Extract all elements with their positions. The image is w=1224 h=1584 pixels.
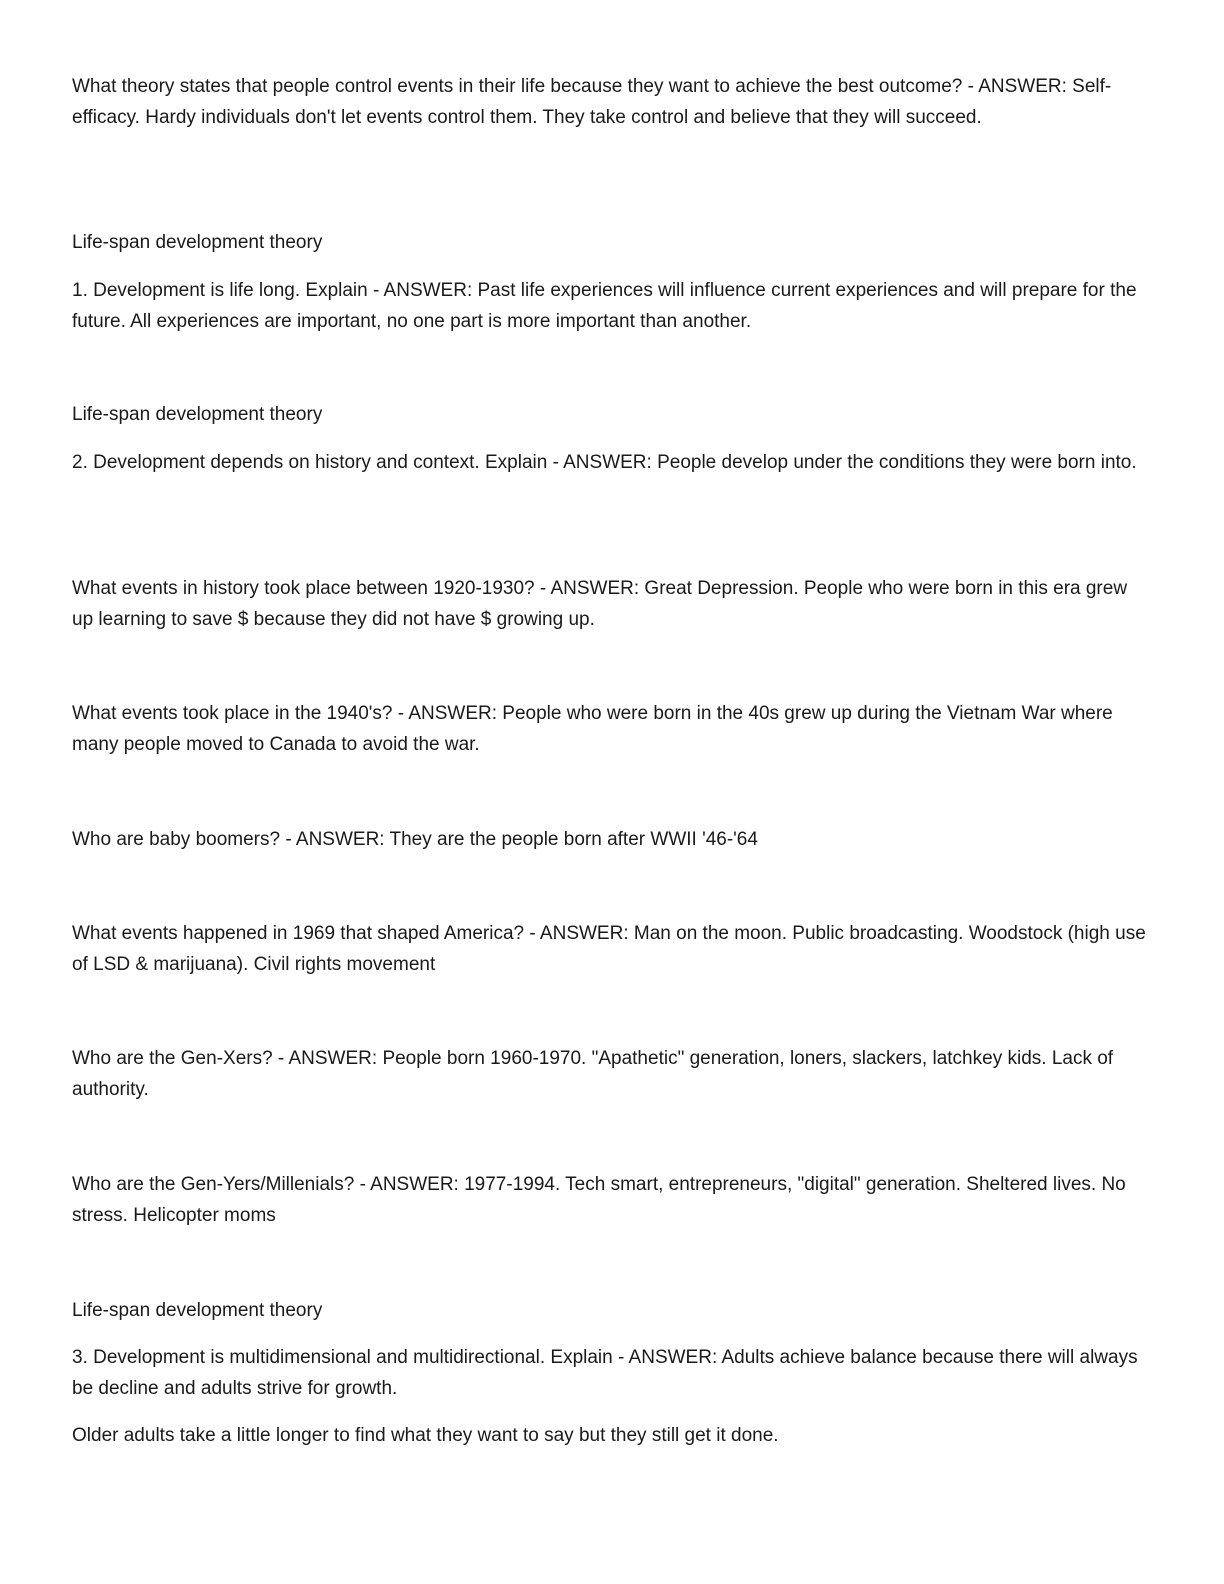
- question-gen-xers: Who are the Gen-Xers? - ANSWER: People born 1960-1970. "Apathetic" generation, loners, slackers, latchkey kids. Lack of authority.: [72, 1048, 1114, 1100]
- note-older-adults: Older adults take a little longer to find what they want to say but they still get it done.: [72, 1425, 779, 1446]
- section-heading-lifespan-1: Life-span development theory: [72, 232, 323, 253]
- question-1969: What events happened in 1969 that shaped America? - ANSWER: Man on the moon. Public broadcasting. Woodstock (high use of LSD & marijuana). Civil rights movement: [72, 923, 1146, 975]
- question-history-context: 2. Development depends on history and context. Explain - ANSWER: People develop under the conditions they were born into.: [72, 452, 1137, 473]
- question-1940s: What events took place in the 1940's? - ANSWER: People who were born in the 40s grew up during the Vietnam War where many people moved to Canada to avoid the war.: [72, 703, 1113, 755]
- section-heading-lifespan-3: Life-span development theory: [72, 1300, 323, 1321]
- question-1920-1930: What events in history took place between 1920-1930? - ANSWER: Great Depression. People who were born in this era grew up learning to save $ because they did not have $ growing up.: [72, 578, 1128, 630]
- question-self-efficacy: What theory states that people control events in their life because they want to achieve the best outcome? - ANSWER: Self-efficacy. Hardy individuals don't let events control them. They take control and believe that they will succeed.: [72, 76, 1112, 128]
- question-gen-yers: Who are the Gen-Yers/Millenials? - ANSWER: 1977-1994. Tech smart, entrepreneurs, "digital" generation. Sheltered lives. No stress. Helicopter moms: [72, 1174, 1126, 1226]
- question-development-life-long: 1. Development is life long. Explain - ANSWER: Past life experiences will influence current experiences and will prepare for the future. All experiences are important, no one part is more important than another.: [72, 280, 1137, 332]
- section-heading-lifespan-2: Life-span development theory: [72, 404, 323, 425]
- question-multidimensional: 3. Development is multidimensional and multidirectional. Explain - ANSWER: Adults achieve balance because there will always be decline and adults strive for growth.: [72, 1347, 1138, 1399]
- question-baby-boomers: Who are baby boomers? - ANSWER: They are the people born after WWII '46-'64: [72, 829, 758, 850]
